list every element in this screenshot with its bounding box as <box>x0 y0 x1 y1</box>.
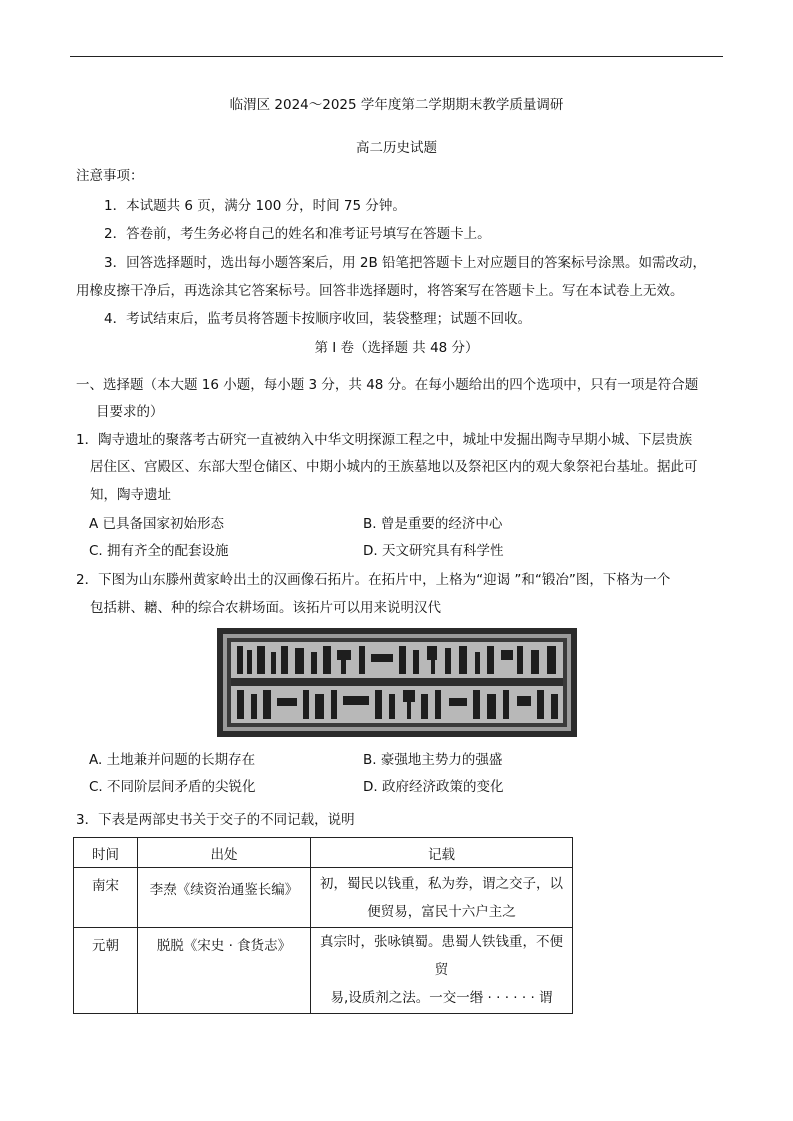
question-2-option-c: C. 不同阶层间矛盾的尖锐化 <box>89 779 256 795</box>
question-1-option-d: D. 天文研究具有科学性 <box>363 543 504 559</box>
section-intro: 一、选择题（本大题 16 小题，每小题 3 分，共 48 分。在每小题给出的四个选项中，只有一项是符合题 <box>76 377 699 393</box>
notice-item: 2．答卷前，考生务必将自己的姓名和准考证号填写在答题卡上。 <box>104 226 491 242</box>
question-2-option-d: D. 政府经济政策的变化 <box>363 779 504 795</box>
notice-item: 4．考试结束后，监考员将答题卡按顺序收回，装袋整理；试题不回收。 <box>104 311 532 327</box>
question-1-stem-continued: 知，陶寺遗址 <box>90 487 171 503</box>
header-rule <box>70 56 723 57</box>
table-cell-record-line: 易,设质剂之法。一交一缗 · · · · · · 谓 <box>330 990 553 1006</box>
question-1-option-b: B. 曾是重要的经济中心 <box>363 516 503 532</box>
table-header-row <box>74 838 573 868</box>
section-title: 第 I 卷（选择题 共 48 分） <box>314 340 479 356</box>
table-cell-record-line: 真宗时，张咏镇蜀。患蜀人铁钱重，不便 <box>320 934 563 950</box>
table-cell-source: 李焘《续资治通鉴长编》 <box>149 882 299 898</box>
table-cell-record-line: 初，蜀民以钱重，私为券，谓之交子，以 <box>320 876 563 892</box>
table-header-record: 记载 <box>311 838 573 868</box>
question-2-stem-continued: 包括耕、耱、种的综合农耕场面。该拓片可以用来说明汉代 <box>90 600 441 616</box>
question-1-stem-continued: 居住区、宫殿区、东部大型仓储区、中期小城内的王族墓地以及祭祀区内的观大象祭祀台基址。据此可 <box>90 459 698 475</box>
table-cell-time: 元朝 <box>92 938 119 954</box>
han-stone-rubbing-image <box>217 628 577 737</box>
question-1-option-c: C. 拥有齐全的配套设施 <box>89 543 229 559</box>
notice-item: 3．回答选择题时，选出每小题答案后，用 2B 铅笔把答题卡上对应题目的答案标号涂黑。如需改动， <box>104 255 707 271</box>
table-cell-time: 南宋 <box>92 878 119 894</box>
table-header-time: 时间 <box>74 838 138 868</box>
table-cell-record-line: 便贸易，富民十六户主之 <box>367 904 516 920</box>
question-2-stem: 2．下图为山东滕州黄家岭出土的汉画像石拓片。在拓片中，上格为“迎谒 ”和“锻冶”图，下格为一个 <box>76 572 671 588</box>
table-cell-record-line: 贸 <box>434 962 449 978</box>
table-row <box>74 928 573 1014</box>
question-1-option-a: A 已具备国家初始形态 <box>89 516 225 532</box>
question-3-stem: 3．下表是两部史书关于交子的不同记载，说明 <box>76 812 355 828</box>
table-cell-source: 脱脱《宋史 · 食货志》 <box>156 938 292 954</box>
notice-item-continued: 用橡皮擦干净后，再选涂其它答案标号。回答非选择题时，将答案写在答题卡上。写在本试卷上无效。 <box>76 283 684 299</box>
question-1-stem: 1．陶寺遗址的聚落考古研究一直被纳入中华文明探源工程之中，城址中发掘出陶寺早期小城、下层贵族 <box>76 432 693 448</box>
section-intro-continued: 目要求的） <box>96 404 164 420</box>
exam-title: 临渭区 2024～2025 学年度第二学期期末教学质量调研 <box>229 97 564 113</box>
notice-heading: 注意事项： <box>76 168 144 184</box>
question-2-option-a: A. 土地兼并问题的长期存在 <box>89 752 256 768</box>
notice-item: 1．本试题共 6 页，满分 100 分，时间 75 分钟。 <box>104 198 406 214</box>
records-table <box>73 837 573 1014</box>
exam-subtitle: 高二历史试题 <box>356 140 437 156</box>
question-2-option-b: B. 豪强地主势力的强盛 <box>363 752 503 768</box>
table-row <box>74 868 573 928</box>
table-header-source: 出处 <box>138 838 311 868</box>
